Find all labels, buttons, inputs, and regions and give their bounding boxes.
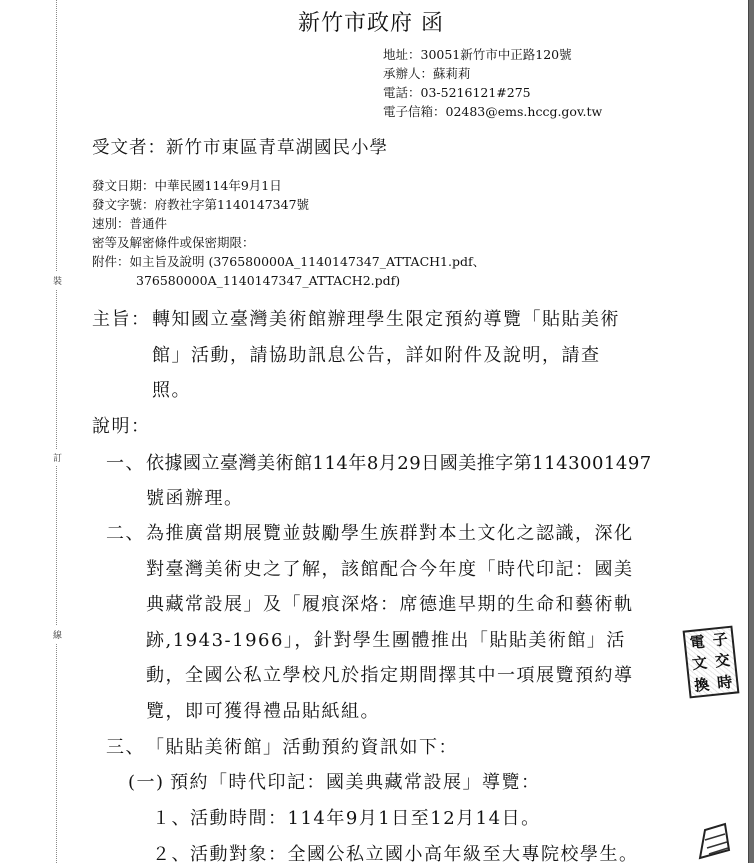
subject-line-3: 照。 (152, 380, 191, 401)
contact-handler: 承辦人：蘇莉莉 (383, 66, 471, 81)
document-title: 新竹市政府 函 (298, 11, 444, 36)
issue-number: 發文字號：府教社字第1140147347號 (92, 197, 310, 212)
binding-mark-zhuang: 裝 (53, 272, 62, 289)
item-2-number: 二、 (106, 523, 145, 544)
item-3-number: 三、 (106, 737, 145, 758)
issue-date: 發文日期：中華民國114年9月1日 (92, 178, 282, 193)
binding-mark-xian: 線 (53, 626, 62, 643)
subitem-1-2-text: 活動對象：全國公私立國小高年級至大專院校學生。 (190, 844, 639, 863)
subject-line-2: 館」活動，請協助訊息公告，詳如附件及說明，請查 (152, 345, 601, 366)
item-2-line-2: 對臺灣美術史之了解，該館配合今年度「時代印記：國美 (146, 559, 634, 580)
recipient: 受文者：新竹市東區青草湖國民小學 (92, 138, 388, 158)
item-2-line-1: 為推廣當期展覽並鼓勵學生族群對本土文化之認識，深化 (146, 523, 634, 544)
item-2-line-3: 典藏常設展」及「履痕深烙：席德進早期的生命和藝術軌 (146, 594, 634, 615)
contact-phone: 電話：03-5216121#275 (383, 85, 531, 100)
attachment-line-1[interactable]: 附件：如主旨及說明 (376580000A_1140147347_ATTACH1.pdf、 (92, 254, 486, 269)
explanation-label: 說明： (92, 416, 151, 437)
stamp-char-6: 時 (716, 672, 734, 693)
contact-address: 地址：30051新竹市中正路120號 (383, 47, 572, 62)
subitem-1-1-text: 活動時間：114年9月1日至12月14日。 (190, 808, 541, 829)
subitem-1-1-number: １、 (152, 808, 191, 829)
stamp-char-5: 換 (693, 675, 711, 695)
item-1-line-1: 依據國立臺灣美術館114年8月29日國美推字第1143001497 (146, 453, 652, 474)
stamp-char-4: 交 (714, 651, 731, 672)
stamp-char-1: 電 (688, 632, 706, 653)
speed-class: 速別：普通件 (92, 216, 168, 231)
attachment-line-2[interactable]: 376580000A_1140147347_ATTACH2.pdf) (136, 273, 401, 288)
binding-mark-ding: 訂 (53, 449, 62, 466)
subject-line-1: 轉知國立臺灣美術館辦理學生限定預約導覽「貼貼美術 (152, 309, 620, 330)
item-1-line-2: 號函辦理。 (146, 488, 244, 509)
item-1-number: 一、 (106, 453, 145, 474)
secrecy-level: 密等及解密條件或保密期限： (92, 235, 255, 250)
item-3-line-1: 「貼貼美術館」活動預約資訊如下： (146, 737, 458, 758)
subject-label: 主旨： (92, 309, 151, 330)
contact-email: 電子信箱：02483@ems.hccg.gov.tw (383, 104, 603, 119)
stamp-char-2: 子 (711, 630, 729, 650)
subitem-1-2-number: ２、 (152, 844, 191, 863)
item-2-line-4: 跡,1943-1966」，針對學生團體推出「貼貼美術館」活 (146, 630, 626, 651)
subitem-1-number: (一) (128, 772, 165, 793)
electronic-exchange-stamp (683, 626, 740, 699)
stamp-char-3: 文 (691, 653, 709, 674)
seal-fragment-icon (695, 820, 735, 863)
item-2-line-6: 覽，即可獲得禮品貼紙組。 (146, 701, 380, 722)
subitem-1-text: 預約「時代印記：國美典藏常設展」導覽： (170, 772, 541, 793)
binding-line (56, 0, 57, 863)
item-2-line-5: 動，全國公私立學校凡於指定期間擇其中一項展覽預約導 (146, 665, 634, 686)
